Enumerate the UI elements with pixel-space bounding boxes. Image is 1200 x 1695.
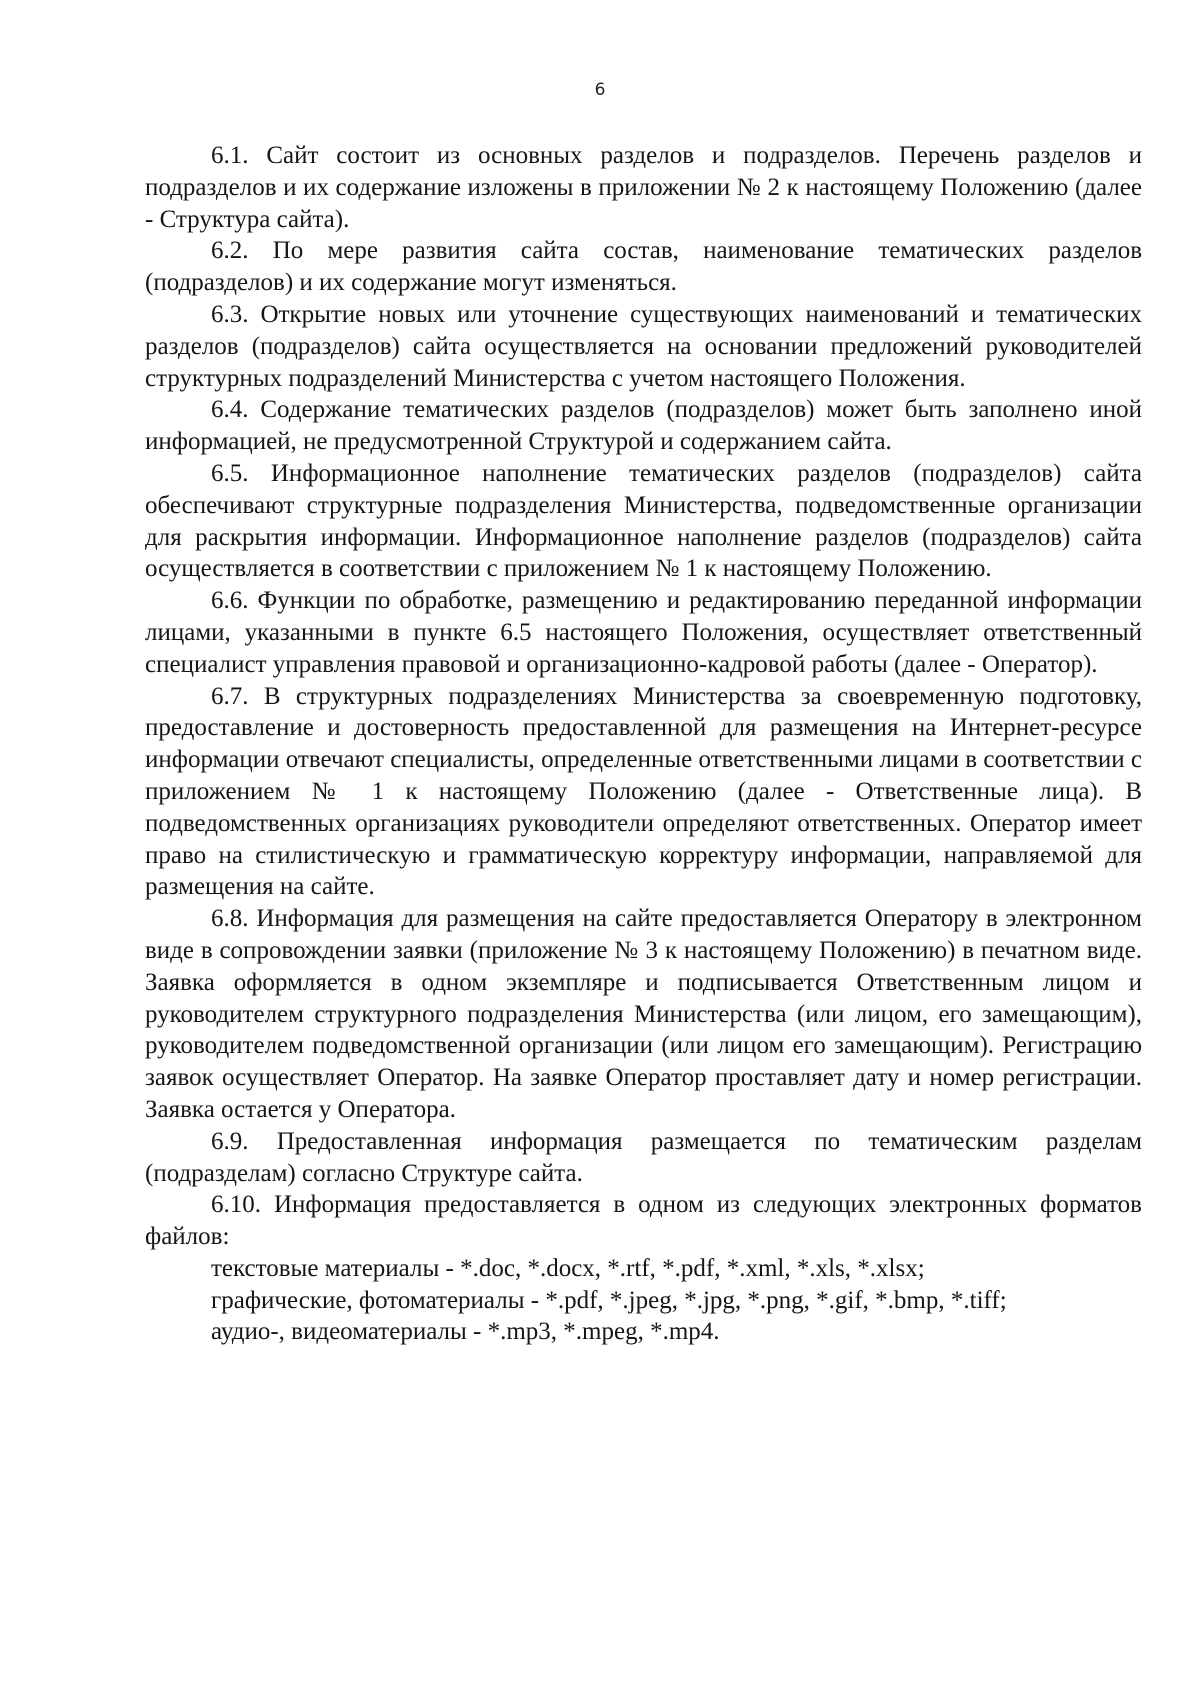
paragraph-6-4: 6.4. Содержание тематических разделов (подразделов) может быть заполнено иной информацией, не предусмотренной Структурой и содержанием сайта. (145, 396, 1142, 456)
format-list-item-media: аудио-, видеоматериалы - *.mp3, *.mpeg, *.mp4. (211, 1318, 720, 1346)
format-list-item-text: текстовые материалы - *.doc, *.docx, *.rtf, *.pdf, *.xml, *.xls, *.xlsx; (211, 1254, 925, 1282)
format-list-item-graphics: графические, фотоматериалы - *.pdf, *.jpeg, *.jpg, *.png, *.gif, *.bmp, *.tiff; (211, 1286, 1007, 1314)
paragraph-6-1: 6.1. Сайт состоит из основных разделов и подразделов. Перечень разделов и подразделов и их содержание изложены в приложении № 2 к настоящему Положению (далее - Структура сайта). (145, 142, 1142, 233)
page-number: 6 (594, 80, 606, 100)
paragraph-6-5: 6.5. Информационное наполнение тематических разделов (подразделов) сайта обеспечивают структурные подразделения Министерства, подведомственные организации для раскрытия информации. Информационное наполнение разделов (подразделов) сайта осуществляется в соответствии с приложением № 1 к настоящему Положению. (145, 459, 1142, 583)
paragraph-6-3: 6.3. Открытие новых или уточнение существующих наименований и тематических разделов (подразделов) сайта осуществляется на основании предложений руководителей структурных подразделений Министерства с учетом настоящего Положения. (145, 300, 1142, 392)
paragraph-6-2: 6.2. По мере развития сайта состав, наименование тематических разделов (подразделов) и их содержание могут изменяться. (145, 237, 1142, 297)
paragraph-6-9: 6.9. Предоставленная информация размещается по тематическим разделам (подразделам) согласно Структуре сайта. (145, 1127, 1142, 1187)
paragraph-6-7: 6.7. В структурных подразделениях Министерства за своевременную подготовку, предоставление и достоверность предоставленной для размещения на Интернет-ресурсе информации отвечают специалисты, определенные ответственными лицами в соответствии с приложением № 1 к настоящему Положению (далее - Ответственные лица). В подведомственных организациях руководители определяют ответственных. Оператор имеет право на стилистическую и грамматическую корректуру информации, направляемой для размещения на сайте. (145, 682, 1142, 901)
document-body (145, 140, 1142, 1348)
paragraph-6-8: 6.8. Информация для размещения на сайте предоставляется Оператору в электронном виде в сопровождении заявки (приложение № 3 к настоящему Положению) в печатном виде. Заявка оформляется в одном экземпляре и подписывается Ответственным лицом и руководителем структурного подразделения Министерства (или лицом, его замещающим), руководителем подведомственной организации (или лицом его замещающим). Регистрацию заявок осуществляет Оператор. На заявке Оператор проставляет дату и номер регистрации. Заявка остается у Оператора. (145, 905, 1142, 1123)
paragraph-6-6: 6.6. Функции по обработке, размещению и редактированию переданной информации лицами, указанными в пункте 6.5 настоящего Положения, осуществляет ответственный специалист управления правовой и организационно-кадровой работы (далее - Оператор). (145, 587, 1142, 678)
paragraph-6-10: 6.10. Информация предоставляется в одном из следующих электронных форматов файлов: (145, 1191, 1142, 1251)
